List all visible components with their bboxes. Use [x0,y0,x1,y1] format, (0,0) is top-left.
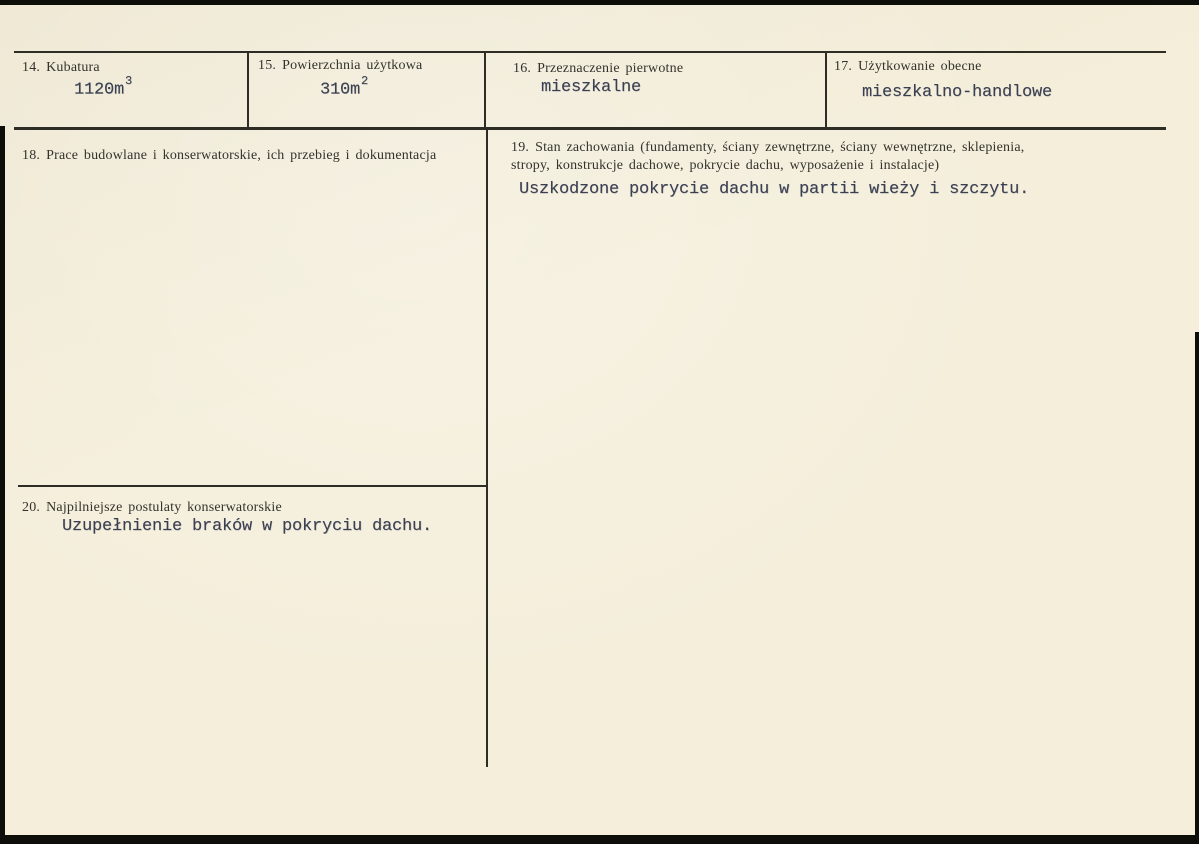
scan-edge-bottom [0,835,1199,844]
field-20-number: 20. [22,500,41,515]
rule-top [14,51,1166,53]
field-16-label [513,60,683,78]
field-20-label [22,499,282,517]
field-19-label-text: Stan zachowania (fundamenty, ściany zewnętrzne, ściany wewnętrzne, sklepienia, stropy, konstrukcje dachowe, pokrycie dachu, wyposażenie i instalacje) [511,140,1025,173]
field-16-value: mieszkalne [541,78,642,97]
field-16-number: 16. [513,61,532,76]
field-15-value-superscript: 2 [361,74,369,88]
field-16-label-text: Przeznaczenie pierwotne [537,61,684,76]
field-14-number: 14. [22,60,41,75]
field-20-label-text: Najpilniejsze postulaty konserwatorskie [46,500,282,515]
rule-field18-field20 [18,485,487,487]
rule-under-top-row [14,127,1166,130]
field-18-label-text: Prace budowlane i konserwatorskie, ich przebieg i dokumentacja [46,148,437,163]
scan-edge-right [1195,332,1199,844]
field-18-label [22,147,436,165]
divider-field15-field16 [484,52,486,129]
field-18-number: 18. [22,148,41,163]
divider-field14-field15 [247,52,249,129]
field-15-label-text: Powierzchnia użytkowa [282,58,423,73]
field-17-label-text: Użytkowanie obecne [858,59,982,74]
scan-edge-left [0,126,5,844]
field-14-value-base: 1120m [74,80,125,100]
field-14-value-superscript: 3 [125,74,133,88]
field-19-number: 19. [511,140,530,155]
field-17-value: mieszkalno-handlowe [862,83,1053,102]
field-19-value: Uszkodzone pokrycie dachu w partii wieży i szczytu. [519,180,1030,199]
field-17-number: 17. [834,59,853,74]
scan-edge-top [0,0,1199,5]
field-15-value [320,74,367,101]
field-15-label [258,57,422,75]
field-14-label-text: Kubatura [46,60,100,75]
divider-left-right-columns [486,130,488,767]
field-14-value [74,74,131,101]
field-15-value-base: 310m [320,80,361,100]
divider-field16-field17 [825,52,827,129]
field-17-label [834,58,982,76]
field-20-value: Uzupełnienie braków w pokryciu dachu. [62,517,433,536]
field-19-label [511,139,1069,175]
field-15-number: 15. [258,58,277,73]
